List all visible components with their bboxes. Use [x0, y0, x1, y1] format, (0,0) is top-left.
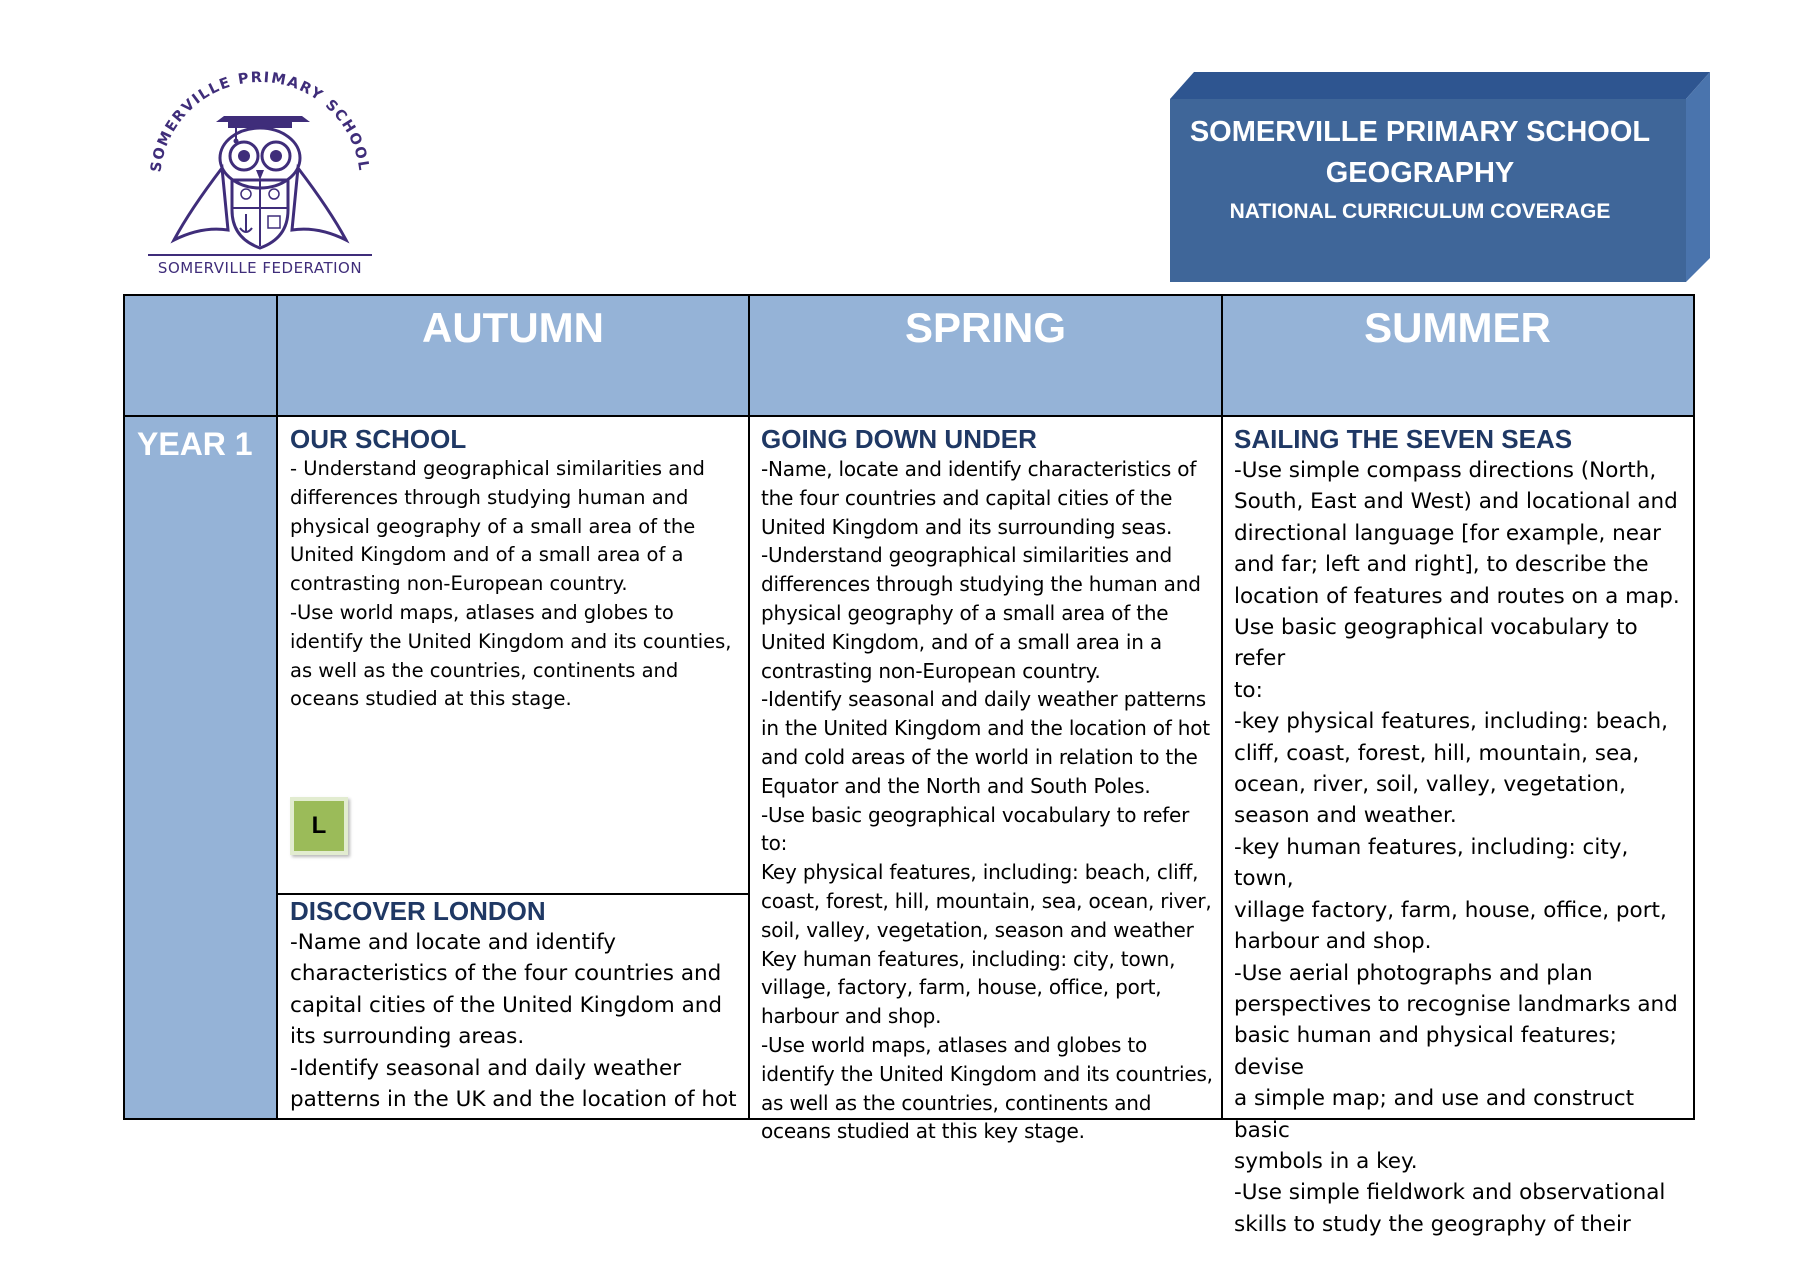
title-school-name: SOMERVILLE PRIMARY SCHOOL — [1189, 116, 1651, 148]
autumn-topic-our-school — [279, 417, 747, 893]
topic-title: GOING DOWN UNDER — [761, 424, 1037, 454]
title-coverage: NATIONAL CURRICULUM COVERAGE — [1229, 200, 1611, 223]
divider — [125, 415, 1693, 417]
topic-title: OUR SCHOOL — [290, 424, 467, 454]
title-box — [1170, 72, 1710, 282]
divider — [748, 296, 750, 1118]
summer-topic-sailing-the-seven-seas — [1224, 417, 1693, 1237]
header-autumn: AUTUMN — [277, 296, 749, 416]
divider — [1221, 296, 1223, 1118]
topic-description: -Name and locate and identify characteristics of the four countries and capital cities of the United Kingdom and its surrounding areas. -Identify seasonal and daily weather patterns in the UK and the location of hot — [290, 930, 737, 1113]
header-spring: SPRING — [749, 296, 1222, 416]
spring-topic-going-down-under — [751, 417, 1221, 1144]
logo-arc-text: SOMERVILLE PRIMARY SCHOOL — [148, 70, 372, 174]
topic-description: - Understand geographical similarities and differences through studying human and physical geography of a small area of the United Kingdom and of a small area of a contrasting non-European country. -Use world maps, atlases and globes to identify the United Kingdom and its counties, as well as the countries, continents and oceans studied at this stage. — [290, 457, 732, 711]
topic-description: -Use simple compass directions (North, South, East and West) and locational and directional language [for example, near and far; left and right], to describe the location of features and routes on a map. Use basic geographical vocabulary to refer to: -key physical features, including: beach, cliff, coast, forest, hill, mountain, sea, ocean, river, soil, valley, vegetation, season and weather. -key human features, including: city, town, village factory, farm, house, office, port, harbour and shop. -Use aerial photographs and plan perspectives to recognise landmarks and basic human and physical features; devise a simple map; and use and construct basic symbols in a key. -Use simple fieldwork and observational skills to study the geography of their — [1234, 458, 1680, 1237]
topic-title: DISCOVER LONDON — [290, 896, 546, 926]
year-label: YEAR 1 — [125, 416, 277, 1118]
divider — [276, 893, 750, 895]
topic-title: SAILING THE SEVEN SEAS — [1234, 424, 1573, 454]
divider — [276, 296, 278, 1118]
header-summer: SUMMER — [1222, 296, 1693, 416]
school-logo — [140, 70, 380, 282]
title-subject: GEOGRAPHY — [1325, 157, 1515, 189]
curriculum-table — [123, 294, 1695, 1237]
header-corner — [125, 296, 277, 416]
owl-crest-icon — [140, 70, 380, 260]
topic-description: -Name, locate and identify characteristics of the four countries and capital cities of the United Kingdom and its surrounding seas. -Understand geographical similarities and differences through studying the human and physical geography of a small area of the United Kingdom, and of a small area in a contrasting non-European country. -Identify seasonal and daily weather patterns in the United Kingdom and the location of hot and cold areas of the world in relation to the Equator and the North and South Poles. -Use basic geographical vocabulary to refer to: Key physical features, including: beach, cliff, coast, forest, hill, mountain, sea, ocean, river, soil, valley, vegetation, season and weather Key human features, including: city, town, village, factory, farm, house, office, port, harbour and shop. -Use world maps, atlases and globes to identify the United Kingdom and its countries, as well as the countries, continents and oceans studied at this key stage. — [761, 457, 1213, 1144]
autumn-topic-discover-london — [279, 895, 747, 1118]
logo-caption: SOMERVILLE FEDERATION — [148, 254, 372, 277]
lesson-badge: L — [290, 797, 348, 855]
